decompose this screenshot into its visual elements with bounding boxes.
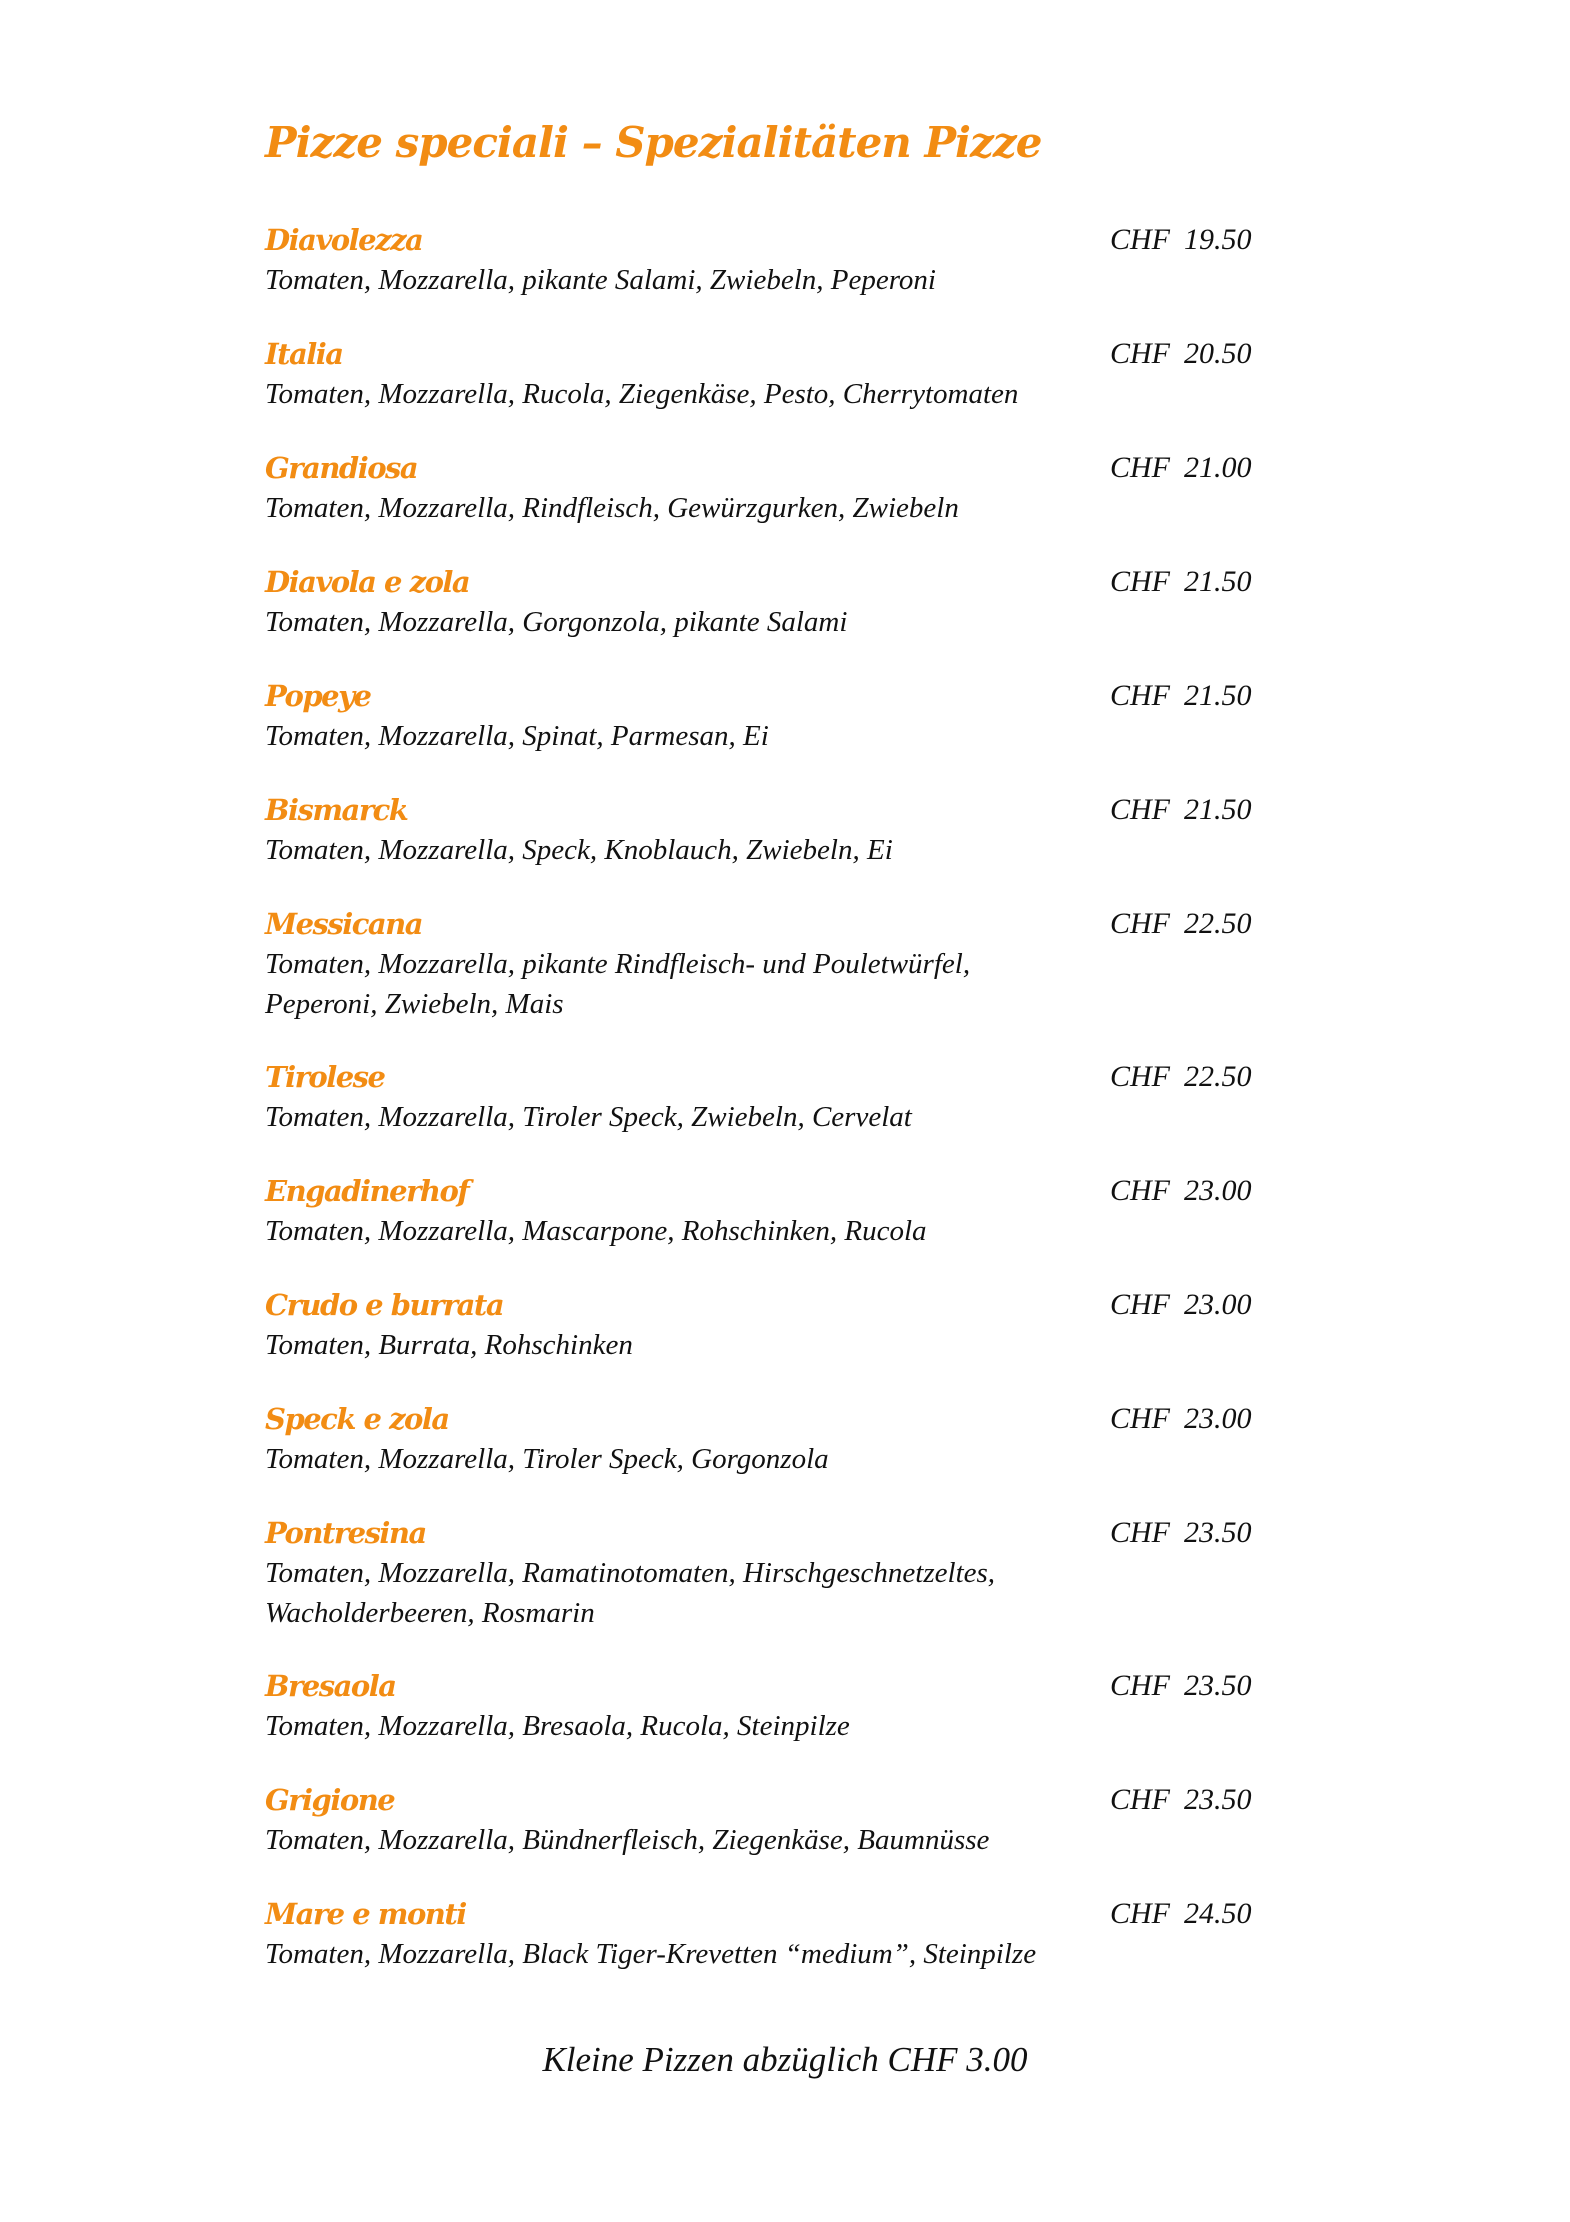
item-description: Tomaten, Mozzarella, Mascarpone, Rohschinken, Rucola [265, 1215, 927, 1247]
currency-label: CHF [1110, 907, 1170, 940]
item-name: Speck e zola [265, 1402, 449, 1436]
item-name: Engadinerhof [265, 1174, 469, 1208]
price-amount: 21.50 [1184, 679, 1252, 712]
item-name: Grandiosa [265, 451, 418, 485]
currency-label: CHF [1110, 793, 1170, 826]
currency-label: CHF [1110, 1516, 1170, 1549]
item-price [1110, 1171, 1252, 1211]
currency-label: CHF [1110, 1402, 1170, 1435]
item-name: Mare e monti [265, 1897, 466, 1931]
footer-note: Kleine Pizzen abzüglich CHF 3.00 [542, 2040, 1028, 2079]
currency-label: CHF [1110, 1669, 1170, 1702]
item-name: Bresaola [265, 1669, 396, 1703]
item-name: Diavolezza [265, 223, 423, 257]
item-name: Bismarck [265, 793, 408, 827]
item-name: Grigione [265, 1783, 395, 1817]
price-amount: 20.50 [1184, 337, 1252, 370]
item-price [1110, 1285, 1252, 1325]
item-description: Tomaten, Mozzarella, Black Tiger-Krevetten “medium”, Steinpilze [265, 1938, 1037, 1970]
currency-label: CHF [1110, 1783, 1170, 1816]
currency-label: CHF [1110, 1060, 1170, 1093]
item-price [1110, 334, 1252, 374]
item-name: Tirolese [265, 1060, 385, 1094]
item-name: Diavola e zola [265, 565, 470, 599]
currency-label: CHF [1110, 1288, 1170, 1321]
item-description: Tomaten, Mozzarella, Rucola, Ziegenkäse, Pesto, Cherrytomaten [265, 378, 1019, 410]
item-description: Tomaten, Mozzarella, Tiroler Speck, Gorgonzola [265, 1443, 829, 1475]
price-amount: 19.50 [1184, 223, 1252, 256]
item-name: Crudo e burrata [265, 1288, 504, 1322]
price-amount: 23.50 [1184, 1783, 1252, 1816]
item-description: Tomaten, Mozzarella, pikante Salami, Zwiebeln, Peperoni [265, 264, 936, 296]
currency-label: CHF [1110, 1174, 1170, 1207]
item-price [1110, 904, 1252, 944]
price-amount: 22.50 [1184, 907, 1252, 940]
currency-label: CHF [1110, 565, 1170, 598]
item-price [1110, 1057, 1252, 1097]
item-price [1110, 448, 1252, 488]
price-amount: 23.00 [1184, 1174, 1252, 1207]
price-amount: 23.50 [1184, 1516, 1252, 1549]
item-description: Tomaten, Mozzarella, Ramatinotomaten, Hirschgeschnetzeltes, Wacholderbeeren, Rosmarin [265, 1557, 996, 1629]
item-price [1110, 676, 1252, 716]
item-description: Tomaten, Mozzarella, Gorgonzola, pikante Salami [265, 606, 848, 638]
price-amount: 21.50 [1184, 793, 1252, 826]
price-amount: 21.00 [1184, 451, 1252, 484]
item-price [1110, 790, 1252, 830]
item-price [1110, 1894, 1252, 1934]
item-name: Messicana [265, 907, 423, 941]
item-description: Tomaten, Mozzarella, Spinat, Parmesan, Ei [265, 720, 769, 752]
item-description: Tomaten, Burrata, Rohschinken [265, 1329, 633, 1361]
item-description: Tomaten, Mozzarella, Rindfleisch, Gewürzgurken, Zwiebeln [265, 492, 959, 524]
item-description: Tomaten, Mozzarella, pikante Rindfleisch- und Pouletwürfel, Peperoni, Zwiebeln, Mais [265, 948, 971, 1020]
item-price [1110, 220, 1252, 260]
price-amount: 24.50 [1184, 1897, 1252, 1930]
currency-label: CHF [1110, 337, 1170, 370]
price-amount: 21.50 [1184, 565, 1252, 598]
currency-label: CHF [1110, 679, 1170, 712]
item-name: Popeye [265, 679, 371, 713]
currency-label: CHF [1110, 451, 1170, 484]
item-description: Tomaten, Mozzarella, Speck, Knoblauch, Zwiebeln, Ei [265, 834, 893, 866]
item-description: Tomaten, Mozzarella, Tiroler Speck, Zwiebeln, Cervelat [265, 1101, 912, 1133]
price-amount: 22.50 [1184, 1060, 1252, 1093]
price-amount: 23.00 [1184, 1402, 1252, 1435]
price-amount: 23.50 [1184, 1669, 1252, 1702]
item-price [1110, 1399, 1252, 1439]
item-name: Pontresina [265, 1516, 426, 1550]
item-price [1110, 1666, 1252, 1706]
item-description: Tomaten, Mozzarella, Bresaola, Rucola, Steinpilze [265, 1710, 850, 1742]
item-description: Tomaten, Mozzarella, Bündnerfleisch, Ziegenkäse, Baumnüsse [265, 1824, 990, 1856]
item-price [1110, 562, 1252, 602]
currency-label: CHF [1110, 223, 1170, 256]
currency-label: CHF [1110, 1897, 1170, 1930]
price-amount: 23.00 [1184, 1288, 1252, 1321]
item-price [1110, 1513, 1252, 1553]
item-price [1110, 1780, 1252, 1820]
item-name: Italia [265, 337, 343, 371]
page-title: Pizze speciali – Spezialitäten Pizze [265, 118, 1042, 167]
